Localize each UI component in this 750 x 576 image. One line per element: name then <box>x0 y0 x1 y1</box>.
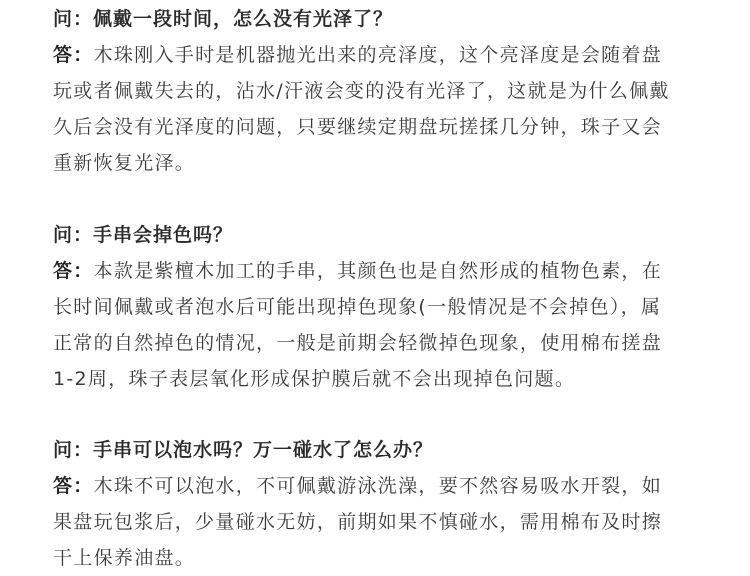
answer-label: 答： <box>53 44 94 66</box>
answer-line: 重新恢复光泽。 <box>53 152 196 174</box>
faq-answer <box>53 468 703 576</box>
answer-line: 干上保养油盘。 <box>53 547 196 569</box>
answer-text: 本款是紫檀木加工的手串，其颜色也是自然形成的植物色素，在 <box>93 260 663 282</box>
answer-line: 久后会没有光泽度的问题，只要继续定期盘玩搓揉几分钟，珠子又会 <box>53 116 663 138</box>
faq-question: 问：手串可以泡水吗？万一碰水了怎么办？ <box>53 439 434 461</box>
answer-line <box>53 468 703 504</box>
answer-line: 正常的自然掉色的情况，一般是前期会轻微掉色现象，使用棉布搓盘 <box>53 332 663 354</box>
faq-question: 问：手串会掉色吗？ <box>53 224 234 246</box>
faq-item-luster <box>53 1 703 181</box>
faq-item-fading <box>53 217 703 397</box>
faq-answer <box>53 253 703 397</box>
answer-text: 木珠不可以泡水，不可佩戴游泳洗澡，要不然容易吸水开裂，如 <box>93 475 663 497</box>
answer-line: 玩或者佩戴失去的，沾水/汗液会变的没有光泽了，这就是为什么佩戴 <box>53 80 670 102</box>
faq-question: 问：佩戴一段时间，怎么没有光泽了？ <box>53 8 394 30</box>
answer-text: 木珠刚入手时是机器抛光出来的亮泽度，这个亮泽度是会随着盘 <box>93 44 663 66</box>
answer-line <box>53 37 703 73</box>
answer-label: 答： <box>53 260 94 282</box>
answer-line: 1-2周，珠子表层氧化形成保护膜后就不会出现掉色问题。 <box>53 368 576 390</box>
answer-line: 长时间佩戴或者泡水后可能出现掉色现象(一般情况是不会掉色），属 <box>53 296 662 318</box>
answer-line <box>53 253 703 289</box>
faq-answer <box>53 37 703 181</box>
answer-label: 答： <box>53 475 94 497</box>
answer-line: 果盘玩包浆后，少量碰水无妨，前期如果不慎碰水，需用棉布及时擦 <box>53 511 663 533</box>
faq-item-water <box>53 432 703 576</box>
